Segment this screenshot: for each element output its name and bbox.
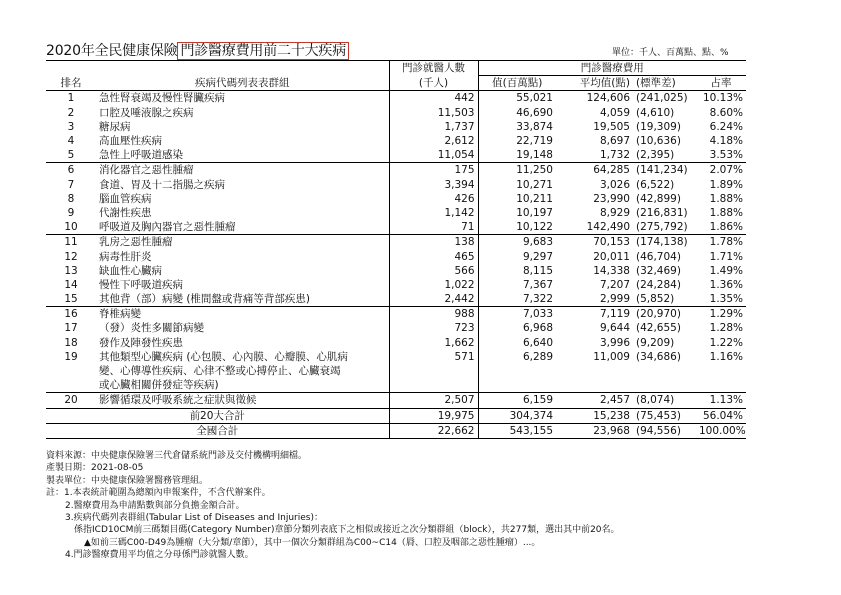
table-row — [46, 264, 746, 278]
value-cell: 10,271 — [478, 178, 556, 192]
header-share: 占率 — [696, 76, 746, 91]
visits-cell: 2,612 — [389, 134, 478, 148]
visits-cell: 71 — [389, 220, 478, 235]
value-cell: 11,250 — [478, 163, 556, 178]
std-cell: (10,636) — [636, 135, 681, 148]
note-date: 產製日期：2021-08-05 — [46, 463, 144, 474]
category-cell: 口腔及唾液腺之疾病 — [99, 106, 194, 119]
table-row — [46, 120, 746, 134]
std-cell: (275,792) — [633, 220, 696, 235]
average-cell: 7,119 — [599, 308, 630, 321]
table-row — [46, 163, 746, 178]
category-cell: 急性上呼吸道感染 — [96, 148, 389, 163]
average-cell: 11,009 — [593, 350, 630, 363]
table-row — [46, 378, 746, 393]
value-cell: 6,640 — [478, 336, 556, 350]
table-row — [46, 91, 746, 106]
value-cell: 8,115 — [478, 264, 556, 278]
header-visits-group: 門診就醫人數 — [389, 61, 478, 76]
value-cell: 6,968 — [478, 321, 556, 335]
total-label: 前20大合計 — [46, 408, 389, 423]
visits-cell: 442 — [389, 91, 478, 106]
statistics-table — [46, 60, 746, 439]
visits-cell: 1,142 — [389, 206, 478, 220]
rank-cell: 7 — [67, 178, 75, 191]
rank-cell: 20 — [64, 394, 78, 407]
header-value: 值(百萬點) — [478, 76, 556, 91]
average-cell: 2,999 — [556, 292, 633, 307]
table-row — [46, 292, 746, 307]
share-cell: 10.13% — [702, 92, 743, 105]
average-cell: 20,011 — [593, 250, 630, 263]
std-cell: (34,686) — [636, 350, 681, 363]
total-average: 15,238 — [556, 408, 633, 423]
table-row — [46, 278, 746, 292]
visits-cell: 1,022 — [389, 278, 478, 292]
share-cell: 6.24% — [709, 120, 743, 133]
average-cell: 8,929 — [599, 206, 630, 219]
category-cell: 其他背（部）病變 (椎間盤或背痛等背部疾患) — [96, 292, 389, 307]
visits-cell: 988 — [389, 307, 478, 322]
note-3b: ▲如前三碼C00-D49為腫瘤（大分類/章節），其中一個次分類群組為C00~C14（脣、口腔及咽部之惡性腫瘤）...。 — [84, 537, 541, 548]
total-share: 100.00% — [696, 423, 746, 438]
category-cell: 或心臟相關併發症等疾病) — [96, 378, 389, 393]
rank-cell: 18 — [64, 336, 78, 349]
total-std: (75,453) — [633, 408, 696, 423]
share-cell: 1.28% — [709, 322, 743, 335]
share-cell: 2.07% — [709, 164, 743, 177]
header-rank: 排名 — [46, 76, 96, 91]
note-2: 2.醫療費用為申請點數與部分負擔金額合計。 — [65, 500, 245, 511]
value-cell: 22,719 — [478, 134, 556, 148]
value-cell: 7,322 — [478, 292, 556, 307]
category-cell: 病毒性肝炎 — [99, 250, 152, 263]
share-cell: 1.16% — [709, 350, 743, 363]
rank-cell: 14 — [64, 278, 78, 291]
average-cell: 70,153 — [593, 236, 630, 249]
table-row — [46, 336, 746, 350]
value-cell: 9,683 — [478, 235, 556, 250]
category-cell: 消化器官之惡性腫瘤 — [99, 164, 194, 177]
table-row — [46, 220, 746, 235]
value-cell — [478, 378, 556, 393]
std-cell: (4,610) — [636, 106, 675, 119]
std-cell: (2,395) — [633, 148, 696, 163]
share-cell — [696, 378, 746, 393]
table-row — [46, 249, 746, 263]
average-cell: 9,644 — [599, 322, 630, 335]
table-row — [46, 321, 746, 335]
average-cell: 14,338 — [593, 264, 630, 277]
std-cell: (8,074) — [636, 394, 675, 407]
total-share: 56.04% — [696, 408, 746, 423]
value-cell: 7,367 — [478, 278, 556, 292]
category-cell: 缺血性心臟病 — [99, 264, 162, 277]
rank-cell: 9 — [67, 206, 75, 219]
value-cell: 10,197 — [478, 206, 556, 220]
share-cell: 1.78% — [709, 236, 743, 249]
value-cell: 33,874 — [478, 120, 556, 134]
average-cell: 1,732 — [556, 148, 633, 163]
rank-cell: 11 — [64, 236, 78, 249]
rank-cell — [46, 364, 96, 378]
std-cell: (174,138) — [636, 236, 688, 249]
visits-cell: 175 — [389, 163, 478, 178]
header-std: (標準差) — [633, 76, 696, 91]
share-cell: 1.13% — [709, 394, 743, 407]
average-cell: 4,059 — [599, 106, 630, 119]
total-label: 全國合計 — [46, 423, 389, 438]
visits-cell: 566 — [389, 264, 478, 278]
std-cell: (24,284) — [636, 278, 681, 291]
total-visits: 19,975 — [389, 408, 478, 423]
table-row — [46, 148, 746, 163]
notes-section — [46, 450, 620, 562]
value-cell: 55,021 — [478, 91, 556, 106]
std-cell: (46,704) — [636, 250, 681, 263]
share-cell: 1.89% — [709, 178, 743, 191]
std-cell: (42,655) — [636, 322, 681, 335]
std-cell: (19,309) — [636, 120, 681, 133]
table-row — [46, 235, 746, 250]
share-cell: 8.60% — [709, 106, 743, 119]
average-cell: 23,990 — [593, 192, 630, 205]
average-cell: 19,505 — [593, 120, 630, 133]
visits-cell: 465 — [389, 249, 478, 263]
page-title — [46, 40, 349, 60]
header-category: 疾病代碼列表表群組 — [96, 76, 389, 91]
note-3: 3.疾病代碼列表群組(Tabular List of Diseases and Injuries)： — [65, 513, 323, 524]
average-cell: 7,207 — [599, 278, 630, 291]
share-cell: 1.86% — [696, 220, 746, 235]
category-cell: 呼吸道及胸內器官之惡性腫瘤 — [96, 220, 389, 235]
std-cell — [633, 364, 696, 378]
share-cell: 1.36% — [709, 278, 743, 291]
rank-cell: 2 — [67, 106, 75, 119]
note-3a: 係指ICD10CM前三碼類目碼(Category Number)章節分類列表底下之相似或接近之次分類群組（block），共277類，選出其中前20名。 — [74, 525, 620, 536]
visits-cell: 2,507 — [389, 393, 478, 408]
average-cell — [556, 378, 633, 393]
rank-cell: 15 — [46, 292, 96, 307]
value-cell: 10,211 — [478, 192, 556, 206]
rank-cell: 17 — [64, 322, 78, 335]
share-cell: 1.88% — [709, 206, 743, 219]
rank-cell: 19 — [64, 350, 78, 363]
rank-cell: 6 — [67, 164, 75, 177]
std-cell: (9,209) — [636, 336, 675, 349]
table-row — [46, 307, 746, 322]
share-cell: 3.53% — [696, 148, 746, 163]
category-cell: 乳房之惡性腫瘤 — [99, 236, 173, 249]
table-row — [46, 393, 746, 408]
value-cell: 6,289 — [478, 350, 556, 364]
value-cell: 6,159 — [478, 393, 556, 408]
average-cell — [556, 364, 633, 378]
std-cell: (6,522) — [636, 178, 675, 191]
visits-cell: 426 — [389, 192, 478, 206]
average-cell: 64,285 — [593, 164, 630, 177]
unit-label: 單位：千人、百萬點、點、% — [612, 48, 729, 58]
header-cost-group: 門診醫療費用 — [478, 61, 746, 76]
note-source: 資料來源：中央健康保險署三代倉儲系統門診及交付機構明細檔。 — [46, 451, 308, 461]
national-total-row — [46, 423, 746, 438]
category-cell: 慢性下呼吸道疾病 — [99, 278, 183, 291]
note-4: 4.門診醫療費用平均值之分母係門診就醫人數。 — [65, 550, 254, 561]
note-1: 註：1.本表統計範圍為總額內申報案件，不含代辦案件。 — [46, 488, 271, 499]
table-body — [46, 91, 746, 439]
visits-cell: 1,737 — [389, 120, 478, 134]
visits-cell: 1,662 — [389, 336, 478, 350]
std-cell: (32,469) — [636, 264, 681, 277]
category-cell: 其他類型心臟疾病 (心包膜、心內膜、心瓣膜、心肌病 — [99, 350, 348, 363]
header-average: 平均值(點) — [556, 76, 633, 91]
value-cell: 46,690 — [478, 106, 556, 120]
visits-cell: 571 — [389, 350, 478, 364]
header-visits-unit: (千人) — [389, 76, 478, 91]
rank-cell: 3 — [67, 120, 75, 133]
total-std: (94,556) — [633, 423, 696, 438]
visits-cell: 3,394 — [389, 178, 478, 192]
category-cell: 變、心傳導性疾病、心律不整或心搏停止、心臟衰竭 — [99, 365, 341, 378]
category-cell: 糖尿病 — [99, 120, 131, 133]
share-cell — [696, 364, 746, 378]
average-cell: 3,026 — [599, 178, 630, 191]
visits-cell: 138 — [389, 235, 478, 250]
average-cell: 3,996 — [599, 336, 630, 349]
share-cell: 4.18% — [709, 135, 743, 148]
rank-cell: 10 — [46, 220, 96, 235]
share-cell: 1.49% — [709, 264, 743, 277]
category-cell: 高血壓性疾病 — [99, 135, 162, 148]
category-cell: 急性腎衰竭及慢性腎臟疾病 — [99, 92, 225, 105]
top20-total-row — [46, 408, 746, 423]
std-cell: (20,970) — [636, 308, 681, 321]
rank-cell: 12 — [64, 250, 78, 263]
category-cell: 代謝性疾患 — [99, 206, 152, 219]
value-cell — [478, 364, 556, 378]
visits-cell: 723 — [389, 321, 478, 335]
std-cell: (241,025) — [636, 92, 688, 105]
visits-cell: 11,503 — [389, 106, 478, 120]
value-cell: 10,122 — [478, 220, 556, 235]
total-visits: 22,662 — [389, 423, 478, 438]
table-row — [46, 206, 746, 220]
table-row — [46, 134, 746, 148]
average-cell: 124,606 — [586, 92, 630, 105]
total-average: 23,968 — [556, 423, 633, 438]
rank-cell: 8 — [67, 192, 75, 205]
title-prefix: 2020年全民健康保險 — [46, 43, 178, 59]
table-row — [46, 350, 746, 364]
visits-cell — [389, 364, 478, 378]
rank-cell: 5 — [46, 148, 96, 163]
std-cell — [633, 378, 696, 393]
rank-cell: 16 — [64, 308, 78, 321]
header-row-top — [46, 61, 746, 76]
std-cell: (216,831) — [636, 206, 688, 219]
share-cell: 1.29% — [709, 308, 743, 321]
value-cell: 7,033 — [478, 307, 556, 322]
std-cell: (42,899) — [636, 192, 681, 205]
title-highlight: 門診醫療費用前二十大疾病 — [177, 42, 349, 60]
share-cell: 1.88% — [709, 192, 743, 205]
visits-cell — [389, 378, 478, 393]
std-cell: (141,234) — [636, 164, 688, 177]
table-row — [46, 192, 746, 206]
table-row — [46, 364, 746, 378]
category-cell: 脊椎病變 — [99, 308, 141, 321]
table-row — [46, 106, 746, 120]
total-value: 304,374 — [478, 408, 556, 423]
share-cell: 1.22% — [709, 336, 743, 349]
average-cell: 8,697 — [599, 135, 630, 148]
category-cell: 發作及陣發性疾患 — [99, 336, 183, 349]
std-cell: (5,852) — [633, 292, 696, 307]
value-cell: 9,297 — [478, 249, 556, 263]
rank-cell: 1 — [67, 92, 75, 105]
visits-cell: 2,442 — [389, 292, 478, 307]
rank-cell — [46, 378, 96, 393]
rank-cell: 13 — [64, 264, 78, 277]
note-maker: 製表單位：中央健康保險署醫務管理組。 — [46, 475, 209, 486]
visits-cell: 11,054 — [389, 148, 478, 163]
average-cell: 2,457 — [599, 394, 630, 407]
average-cell: 142,490 — [556, 220, 633, 235]
category-cell: 食道、胃及十二指腸之疾病 — [99, 178, 225, 191]
total-value: 543,155 — [478, 423, 556, 438]
share-cell: 1.35% — [696, 292, 746, 307]
header-row-bottom — [46, 76, 746, 91]
share-cell: 1.71% — [709, 250, 743, 263]
rank-cell: 4 — [67, 135, 75, 148]
table-row — [46, 178, 746, 192]
value-cell: 19,148 — [478, 148, 556, 163]
category-cell: 腦血管疾病 — [99, 192, 152, 205]
category-cell: 影響循環及呼吸系統之症狀與徵候 — [99, 394, 257, 407]
category-cell: （發）炎性多關節病變 — [99, 322, 204, 335]
